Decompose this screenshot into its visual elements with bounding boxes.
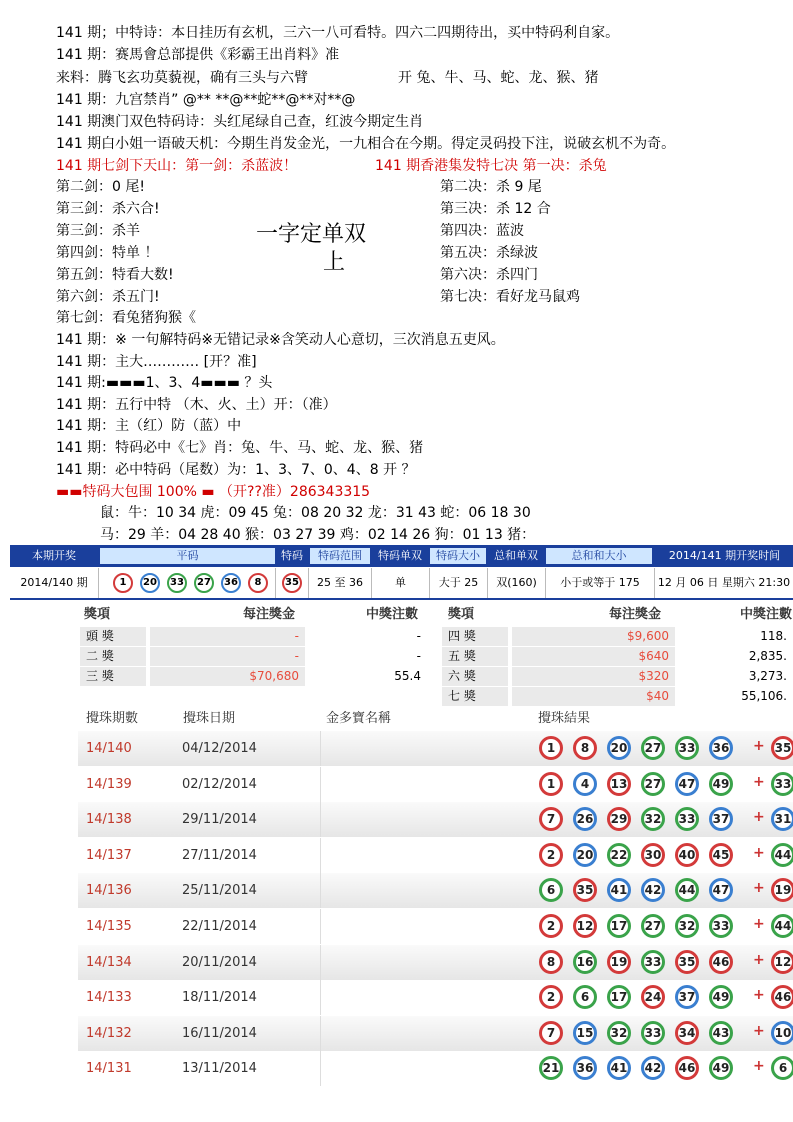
history-ball: 17 [607, 914, 631, 938]
prize-left-name-0: 頭 獎 [80, 627, 146, 646]
history-period: 14/134 [86, 954, 132, 970]
history-ball: 42 [641, 1056, 665, 1080]
history-row [78, 1016, 793, 1051]
header-ping: 平码 [100, 548, 275, 564]
text-line-11: 141 期：主（红）防（蓝）中 [56, 418, 242, 434]
text-line-3: 来料：腾飞玄功莫藐视，确有三头与六臂 [56, 70, 308, 86]
history-date: 04/12/2014 [182, 741, 257, 756]
history-separator [320, 909, 321, 944]
jue-5: 第五决：杀绿波 [440, 245, 538, 261]
history-ball: 8 [539, 950, 563, 974]
prize-right-count-1: 2,835. [748, 649, 787, 663]
history-ball: 1 [539, 772, 563, 796]
prize-header-count-left: 中獎注數 [366, 607, 419, 622]
history-separator [320, 945, 321, 980]
text-line-12: 141 期：特码必中《七》肖：兔、牛、马、蛇、龙、猴、猪 [56, 440, 424, 456]
history-ball: 1 [539, 736, 563, 760]
history-ball: 40 [675, 843, 699, 867]
history-separator [320, 873, 321, 908]
history-separator [320, 1016, 321, 1051]
history-ball: 41 [607, 878, 631, 902]
history-ball: 2 [539, 914, 563, 938]
history-ball: 49 [709, 985, 733, 1009]
plus-icon: + [753, 773, 765, 790]
jue-2: 第二决：杀 9 尾 [440, 179, 542, 195]
history-ball: 49 [709, 1056, 733, 1080]
plus-icon: + [753, 844, 765, 861]
plus-icon: + [753, 1058, 765, 1075]
text-line-6: 141 期白小姐一语破天机：今期生肖发金光，一九相合在今期。得定灵码投下注，说破玄机不为奇。 [56, 136, 676, 152]
history-period: 14/137 [86, 847, 132, 863]
special-range-line: ▬▬特码大包围 100% ▬ （开??准）286343315 [56, 484, 371, 500]
history-ball: 49 [709, 772, 733, 796]
history-date: 22/11/2014 [182, 919, 257, 934]
text-line-5: 141 期澳门双色特码诗：头红尾绿自己查，红波今期定生肖 [56, 114, 424, 130]
prize-left-count-2: 55.4 [394, 669, 421, 683]
seven-swords-title: 141 期七剑下天山：第一剑：杀蓝波！ [56, 158, 298, 174]
current-ball: 27 [194, 573, 214, 593]
text-line-4: 141 期：九宫禁肖” @** **@**蛇**@**对**@ [56, 92, 356, 108]
history-ball: 15 [573, 1021, 597, 1045]
plus-icon: + [753, 880, 765, 897]
prize-right-name-1: 五 獎 [442, 647, 508, 666]
jue-3: 第三决：杀 12 合 [440, 201, 551, 217]
prize-left-name-1: 二 獎 [80, 647, 146, 666]
history-special-ball: 44 [771, 843, 793, 867]
prize-right-amount-1: $640 [512, 647, 675, 666]
header-hedan: 总和单双 [494, 549, 538, 562]
header-current: 本期开奖 [32, 549, 76, 562]
history-ball: 6 [539, 878, 563, 902]
history-row [78, 980, 793, 1015]
text-line-13: 141 期：必中特码（尾数）为：1、3、7、0、4、8 开 ？ [56, 462, 416, 478]
prize-header-amount-left: 每注獎金 [243, 607, 296, 622]
jue-7: 第七决：看好龙马鼠鸡 [440, 289, 580, 305]
history-ball: 37 [675, 985, 699, 1009]
history-row [78, 767, 793, 802]
history-ball: 27 [641, 772, 665, 796]
history-ball: 16 [573, 950, 597, 974]
history-ball: 32 [607, 1021, 631, 1045]
history-header-result: 攪珠結果 [538, 711, 591, 726]
history-date: 27/11/2014 [182, 847, 257, 863]
history-period: 14/132 [86, 1025, 132, 1041]
history-row [78, 1051, 793, 1086]
history-ball: 36 [573, 1056, 597, 1080]
history-ball: 17 [607, 985, 631, 1009]
history-separator [320, 1051, 321, 1086]
current-daxiao: 大于 25 [430, 568, 488, 598]
prize-header-item-left: 獎項 [84, 607, 111, 622]
text-line-10: 141 期：五行中特 （木、火、土）开：（准） [56, 397, 337, 413]
history-ball: 33 [675, 736, 699, 760]
current-ball: 33 [167, 573, 187, 593]
prize-right-count-3: 55,106. [741, 689, 787, 703]
history-ball: 27 [641, 914, 665, 938]
history-period: 14/140 [86, 741, 132, 756]
history-ball: 47 [675, 772, 699, 796]
current-hedan: 双(160) [488, 568, 546, 598]
history-period: 14/136 [86, 883, 132, 899]
history-ball: 13 [607, 772, 631, 796]
history-ball: 29 [607, 807, 631, 831]
history-special-ball: 6 [771, 1056, 793, 1080]
plus-icon: + [753, 951, 765, 968]
history-ball: 33 [641, 1021, 665, 1045]
history-special-ball: 46 [771, 985, 793, 1009]
history-ball: 36 [709, 736, 733, 760]
history-special-ball: 44 [771, 914, 793, 938]
draw-header-bar [10, 545, 793, 567]
header-hedaxiao: 总和和大小 [546, 548, 652, 564]
history-separator [320, 838, 321, 873]
history-ball: 45 [709, 843, 733, 867]
sword-4: 第四剑：特单 ！ [56, 245, 159, 261]
sword-5: 第五剑：特看大数! [56, 267, 174, 283]
text-line-8: 141 期：主大………… [开？准] [56, 354, 257, 370]
history-date: 29/11/2014 [182, 812, 257, 828]
history-separator [320, 767, 321, 802]
history-special-ball: 33 [771, 772, 793, 796]
header-time: 2014/141 期开奖时间 [668, 549, 781, 562]
history-period: 14/139 [86, 776, 132, 792]
current-hedaxiao: 小于或等于 175 [546, 568, 655, 598]
history-ball: 33 [641, 950, 665, 974]
history-period: 14/131 [86, 1061, 132, 1077]
sword-7: 第七剑：看兔猪狗猴《 [56, 310, 196, 326]
history-separator [320, 980, 321, 1015]
history-ball: 2 [539, 843, 563, 867]
text-line-7: 141 期：※ 一句解特码※无错记录※含笑动人心意切，三次消息五吏风。 [56, 332, 505, 348]
prize-header-item-right: 獎項 [448, 607, 475, 622]
history-date: 20/11/2014 [182, 954, 257, 970]
sword-6: 第六剑：杀五门! [56, 289, 160, 305]
history-period: 14/138 [86, 812, 132, 828]
history-date: 18/11/2014 [182, 990, 257, 1006]
history-ball: 42 [641, 878, 665, 902]
history-ball: 20 [573, 843, 597, 867]
history-date: 16/11/2014 [182, 1025, 257, 1041]
prize-left-count-1: - [416, 649, 421, 663]
current-danshuang: 单 [372, 568, 430, 598]
history-date: 02/12/2014 [182, 776, 257, 792]
jue-6: 第六决：杀四门 [440, 267, 538, 283]
history-special-ball: 35 [771, 736, 793, 760]
history-ball: 4 [573, 772, 597, 796]
text-line-1: 141 期；中特诗：本日挂历有玄机，三六一八可看特。四六二四期待出，买中特码利自家。 [56, 25, 620, 41]
history-ball: 6 [573, 985, 597, 1009]
seven-jue-title: 141 期香港集发特七决 第一决：杀兔 [375, 158, 607, 174]
prize-left-amount-2: $70,680 [150, 667, 305, 686]
current-range: 25 至 36 [309, 568, 372, 598]
prize-header-amount-right: 每注獎金 [609, 607, 662, 622]
history-ball: 35 [573, 878, 597, 902]
history-ball: 26 [573, 807, 597, 831]
header-range: 特码范围 [310, 548, 370, 564]
history-ball: 24 [641, 985, 665, 1009]
history-special-ball: 12 [771, 950, 793, 974]
header-daxiao: 特码大小 [430, 548, 486, 564]
history-ball: 43 [709, 1021, 733, 1045]
history-row [78, 909, 793, 944]
current-balls [99, 568, 276, 598]
prize-right-name-3: 七 獎 [442, 687, 508, 706]
history-ball: 32 [675, 914, 699, 938]
history-ball: 32 [641, 807, 665, 831]
history-ball: 20 [607, 736, 631, 760]
prize-left-name-2: 三 獎 [80, 667, 146, 686]
prize-left-count-0: - [416, 629, 421, 643]
plus-icon: + [753, 987, 765, 1004]
current-special-cell [276, 568, 309, 598]
history-ball: 12 [573, 914, 597, 938]
history-ball: 33 [675, 807, 699, 831]
history-ball: 41 [607, 1056, 631, 1080]
history-row [78, 873, 793, 908]
prize-right-count-0: 118. [760, 629, 787, 643]
big-title: 一字定单双 [256, 222, 367, 247]
history-row [78, 731, 793, 766]
zodiac-line-1: 鼠：牛：10 34 虎：09 45 兔：08 20 32 龙：31 43 蛇：06 18 30 [100, 505, 531, 521]
history-date: 25/11/2014 [182, 883, 257, 899]
history-period: 14/135 [86, 919, 132, 934]
big-title-sub: 上 [323, 250, 346, 275]
history-date: 13/11/2014 [182, 1061, 257, 1077]
history-ball: 46 [709, 950, 733, 974]
prize-right-name-0: 四 獎 [442, 627, 508, 646]
history-ball: 30 [641, 843, 665, 867]
sword-3b: 第三剑：杀羊 [56, 223, 140, 239]
current-ball: 8 [248, 573, 268, 593]
prize-right-amount-2: $320 [512, 667, 675, 686]
current-ball: 1 [113, 573, 133, 593]
plus-icon: + [753, 1022, 765, 1039]
history-ball: 35 [675, 950, 699, 974]
text-line-9: 141 期:▬▬▬1、3、4▬▬▬ ？头 [56, 375, 273, 391]
history-ball: 8 [573, 736, 597, 760]
history-ball: 37 [709, 807, 733, 831]
prize-left-amount-1: - [150, 647, 305, 666]
history-separator [320, 731, 321, 766]
current-ball: 20 [140, 573, 160, 593]
history-special-ball: 19 [771, 878, 793, 902]
history-ball: 46 [675, 1056, 699, 1080]
history-header-name: 金多寶名稱 [326, 711, 392, 726]
prize-right-count-2: 3,273. [748, 669, 787, 683]
history-separator [320, 802, 321, 837]
prize-header-count-right: 中獎注數 [740, 607, 793, 622]
history-row [78, 802, 793, 837]
plus-icon: + [753, 916, 765, 932]
history-header-date: 攪珠日期 [183, 711, 236, 726]
history-special-ball: 31 [771, 807, 793, 831]
history-ball: 21 [539, 1056, 563, 1080]
prize-right-name-2: 六 獎 [442, 667, 508, 686]
history-ball: 33 [709, 914, 733, 938]
history-ball: 7 [539, 1021, 563, 1045]
history-row [78, 838, 793, 873]
current-draw-row [10, 568, 793, 600]
current-ball: 36 [221, 573, 241, 593]
history-ball: 7 [539, 807, 563, 831]
text-line-3-right: 开 兔、牛、马、蛇、龙、猴、猪 [398, 70, 599, 86]
current-period: 2014/140 期 [10, 568, 99, 598]
sword-3: 第三剑：杀六合! [56, 201, 160, 217]
sword-2: 第二剑：0 尾! [56, 179, 145, 195]
history-special-ball: 10 [771, 1021, 793, 1045]
plus-icon: + [753, 738, 765, 754]
header-te: 特码 [281, 549, 303, 562]
plus-icon: + [753, 809, 765, 826]
history-ball: 19 [607, 950, 631, 974]
history-ball: 47 [709, 878, 733, 902]
prize-right-amount-0: $9,600 [512, 627, 675, 646]
history-row [78, 945, 793, 980]
history-header-period: 攪珠期數 [86, 711, 139, 726]
prize-right-amount-3: $40 [512, 687, 675, 706]
history-ball: 2 [539, 985, 563, 1009]
prize-left-amount-0: - [150, 627, 305, 646]
current-time: 12 月 06 日 星期六 21:30 [657, 576, 791, 589]
history-ball: 22 [607, 843, 631, 867]
history-ball: 34 [675, 1021, 699, 1045]
history-ball: 27 [641, 736, 665, 760]
text-line-2: 141 期：赛馬會总部提供《彩霸王出肖料》准 [56, 47, 340, 63]
zodiac-line-2: 马：29 羊：04 28 40 猴：03 27 39 鸡：02 14 26 狗：01 13 猪： [100, 527, 536, 543]
header-danshuang: 特码单双 [378, 549, 422, 562]
current-special-ball: 35 [282, 573, 302, 593]
history-period: 14/133 [86, 990, 132, 1006]
jue-4: 第四决：蓝波 [440, 223, 524, 239]
history-ball: 44 [675, 878, 699, 902]
